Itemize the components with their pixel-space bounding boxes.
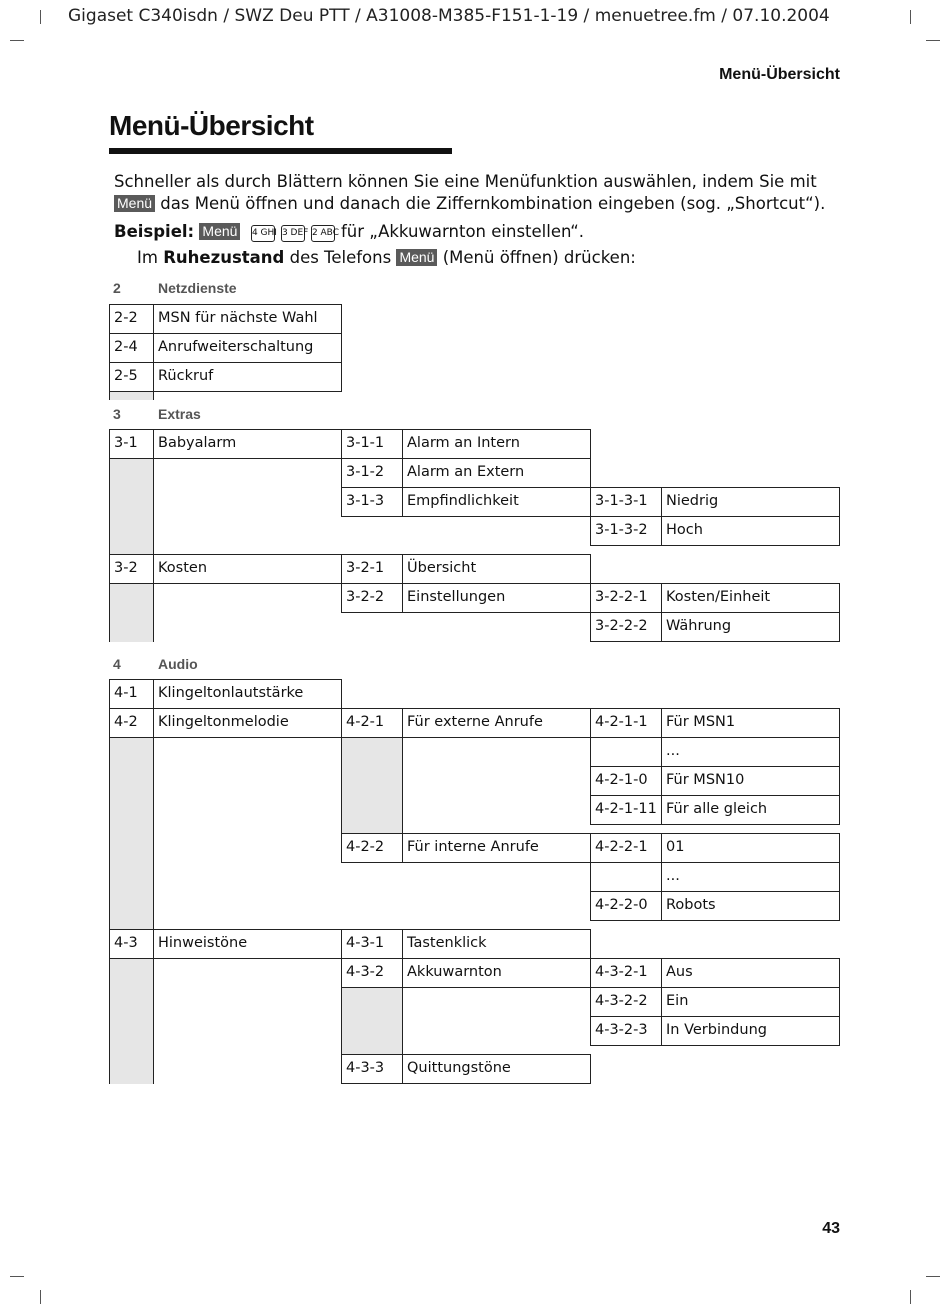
menu-code: 3-2-2 [341, 583, 403, 613]
table-filler [110, 584, 153, 642]
menu-item: Für alle gleich [661, 795, 840, 825]
menu-item: Ein [661, 987, 840, 1017]
menu-item: Niedrig [661, 487, 840, 517]
section-title: Audio [158, 656, 198, 672]
table-line [402, 988, 403, 1054]
table-line [109, 392, 110, 400]
menu-item: Robots [661, 891, 840, 921]
table-filler [342, 988, 402, 1054]
table-line [402, 738, 403, 833]
example-label: Beispiel: [114, 222, 195, 241]
table-line [341, 988, 342, 1054]
menu-item: Hoch [661, 516, 840, 546]
document-header: Gigaset C340isdn / SWZ Deu PTT / A31008-M385-F151-1-19 / menuetree.fm / 07.10.2004 [68, 6, 830, 26]
table-line [153, 392, 154, 400]
menu-code: 4-3-2-1 [590, 958, 662, 988]
table-filler [110, 392, 153, 400]
section-number: 4 [113, 656, 121, 672]
table-filler [342, 738, 402, 833]
menu-code: 4-3-3 [341, 1054, 403, 1084]
menu-key: Menü [396, 249, 437, 266]
table-line [109, 584, 110, 642]
menu-code: 4-2-2 [341, 833, 403, 863]
menu-code: 3-2-1 [341, 554, 403, 584]
menu-code: 4-1 [109, 679, 154, 709]
digit-4-key-icon: 4 GHI [251, 225, 275, 242]
menu-code: 2-5 [109, 362, 154, 392]
menu-code: 2-2 [109, 304, 154, 334]
menu-item: Kosten/Einheit [661, 583, 840, 613]
menu-code: 3-1-2 [341, 458, 403, 488]
intro-line-1: Schneller als durch Blättern können Sie eine Menüfunktion auswählen, indem Sie mit [114, 172, 817, 191]
menu-item: Rückruf [153, 362, 342, 392]
menu-item: Für interne Anrufe [402, 833, 591, 863]
table-line [109, 459, 110, 555]
crop-mark [910, 1290, 911, 1304]
page-number: 43 [822, 1220, 840, 1237]
menu-code: 3-1-3 [341, 487, 403, 517]
menu-item: Aus [661, 958, 840, 988]
crop-mark [40, 10, 41, 24]
menu-item: Empfindlichkeit [402, 487, 591, 517]
menu-item: Für MSN10 [661, 766, 840, 796]
title-rule [109, 148, 452, 154]
menu-item: Für externe Anrufe [402, 708, 591, 738]
idle-instruction [137, 248, 636, 267]
menu-item: Einstellungen [402, 583, 591, 613]
intro-line-2 [114, 194, 825, 213]
menu-code: 4-3-2-3 [590, 1016, 662, 1046]
table-filler [110, 738, 153, 930]
menu-code: 4-2-2-0 [590, 891, 662, 921]
menu-code: 3-2 [109, 554, 154, 584]
menu-item: Babyalarm [153, 429, 342, 459]
menu-item: ... [661, 862, 840, 892]
table-line [341, 738, 342, 833]
table-line [153, 738, 154, 930]
table-line [153, 584, 154, 642]
menu-code [590, 737, 662, 767]
menu-code: 3-1 [109, 429, 154, 459]
table-line [109, 959, 110, 1084]
menu-key: Menü [199, 223, 240, 240]
section-title: Netzdienste [158, 280, 237, 296]
section-number: 3 [113, 406, 121, 422]
menu-code: 4-2-1-1 [590, 708, 662, 738]
menu-code: 4-2 [109, 708, 154, 738]
table-line [153, 459, 154, 555]
intro-line-2-text: das Menü öffnen und danach die Ziffernkombination eingeben (sog. „Shortcut“). [160, 194, 826, 213]
menu-code: 4-2-1 [341, 708, 403, 738]
menu-code: 4-3-1 [341, 929, 403, 959]
menu-item: Übersicht [402, 554, 591, 584]
idle-bold: Ruhezustand [163, 248, 285, 267]
idle-mid: des Telefons [289, 248, 392, 267]
menu-item: Hinweistöne [153, 929, 342, 959]
section-title: Extras [158, 406, 201, 422]
section-number: 2 [113, 280, 121, 296]
menu-item: 01 [661, 833, 840, 863]
example-line [114, 222, 584, 242]
crop-mark [910, 10, 911, 24]
menu-item: Tastenklick [402, 929, 591, 959]
menu-code: 4-2-1-0 [590, 766, 662, 796]
menu-code: 3-1-3-1 [590, 487, 662, 517]
menu-item: ... [661, 737, 840, 767]
crop-mark [40, 1290, 41, 1304]
menu-item: Kosten [153, 554, 342, 584]
crop-mark [10, 40, 24, 41]
digit-3-key-icon: 3 DEF [281, 225, 305, 242]
menu-code: 4-3-2 [341, 958, 403, 988]
idle-post: (Menü öffnen) drücken: [442, 248, 636, 267]
menu-code: 4-2-2-1 [590, 833, 662, 863]
menu-item: Anrufweiterschaltung [153, 333, 342, 363]
menu-code [590, 862, 662, 892]
menu-code: 4-2-1-11 [590, 795, 662, 825]
running-title: Menü-Übersicht [719, 66, 840, 83]
menu-code: 4-3-2-2 [590, 987, 662, 1017]
table-line [109, 738, 110, 930]
digit-2-key-icon: 2 ABC [311, 225, 335, 242]
menu-code: 3-2-2-1 [590, 583, 662, 613]
menu-item: Alarm an Extern [402, 458, 591, 488]
menu-item: Währung [661, 612, 840, 642]
table-filler [110, 459, 153, 555]
menu-code: 3-2-2-2 [590, 612, 662, 642]
menu-code: 3-1-1 [341, 429, 403, 459]
table-line [153, 959, 154, 1084]
menu-item: In Verbindung [661, 1016, 840, 1046]
menu-item: Für MSN1 [661, 708, 840, 738]
menu-code: 4-3 [109, 929, 154, 959]
example-text: für „Akkuwarnton einstellen“. [340, 222, 585, 241]
menu-item: MSN für nächste Wahl [153, 304, 342, 334]
crop-mark [926, 40, 940, 41]
menu-key: Menü [114, 195, 155, 212]
page-title: Menü-Übersicht [109, 110, 314, 141]
crop-mark [10, 1276, 24, 1277]
menu-code: 3-1-3-2 [590, 516, 662, 546]
crop-mark [926, 1276, 940, 1277]
menu-item: Akkuwarnton [402, 958, 591, 988]
menu-item: Klingeltonlautstärke [153, 679, 342, 709]
menu-code: 2-4 [109, 333, 154, 363]
idle-pre: Im [137, 248, 158, 267]
menu-item: Klingeltonmelodie [153, 708, 342, 738]
menu-item: Alarm an Intern [402, 429, 591, 459]
menu-item: Quittungstöne [402, 1054, 591, 1084]
table-filler [110, 959, 153, 1084]
